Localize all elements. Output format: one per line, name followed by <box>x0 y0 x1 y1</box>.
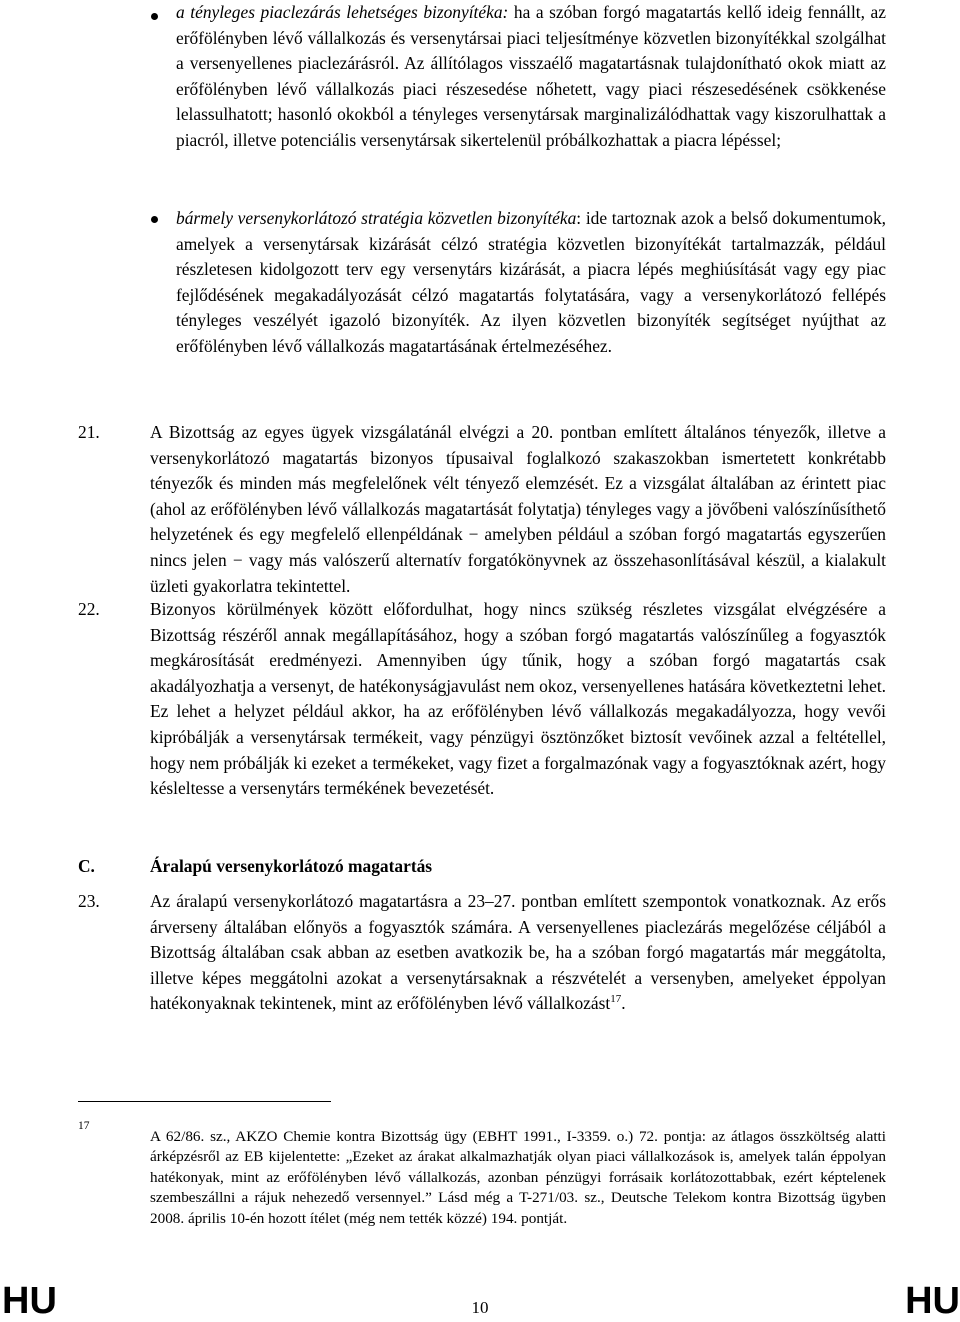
bullet-item-strategia <box>176 206 886 360</box>
paragraph-number: 23. <box>78 891 100 911</box>
section-title: Áralapú versenykorlátozó magatartás <box>150 856 433 876</box>
bullet-dot <box>151 216 158 223</box>
footer-language-left: HU <box>2 1280 57 1322</box>
footnote-number: 17 <box>78 1120 90 1132</box>
footer-language-right: HU <box>905 1280 960 1322</box>
footnote-reference[interactable]: 17 <box>610 993 622 1006</box>
bullet-lead: a tényleges piaclezárás lehetséges bizonyítéka: <box>176 2 509 22</box>
paragraph-22: Bizonyos körülmények között előfordulhat, hogy nincs szükség részletes vizsgálat elvégzésére a Bizottság részéről annak megállapításához, hogy a szóban forgó magatartás valószínűleg a fogyasztók megkárosítását eredményezi. Amennyiben úgy tűnik, hogy a szóban forgó magatartás csak akadályozhatja a versenyt, de hatékonyságjavulást nem okoz, versenyellenes hatására következtetni lehet. Ez lehet a helyzet például akkor, ha az erőfölényben lévő vállalkozás megakadályozza, hogy vevői kipróbálják a versenytársak termékeit, vagy pénzügyi ösztönzőket biztosít vevőinek azzal a feltétellel, hogy nem próbálják ki ezeket a termékeket, vagy fizet a forgalmazónak vagy a fogyasztóknak azért, hogy késleltesse a versenytárs termékének bevezetését. <box>150 599 886 799</box>
bullet-text: : ide tartoznak azok a belső dokumentumok, amelyek a versenytársak kizárását célzó stratégia közvetlen bizonyítékát tartalmazzák, például részletesen kidolgozott terv egy versenytárs kizárását, a piacra lépés meghiúsítását vagy egy piac fejlődésének megakadályozását célzó magatartás folytatására, vagy a versenykorlátozó fellépés tényleges veszélyét igazoló bizonyíték. Az ilyen közvetlen bizonyíték segítséget nyújthat az erőfölényben lévő vállalkozás magatartásának értelmezéséhez. <box>176 208 886 356</box>
paragraph-number: 21. <box>78 422 100 442</box>
footnote-text: A 62/86. sz., AKZO Chemie kontra Bizottság ügy (EBHT 1991., I-3359. o.) 72. pontja: az átlagos összköltség alatti árképzésről az EB kijelentette: „Ezeket az árakat alkalmazhatják olyan piaci vállalkozások is, amelyek talán éppolyan hatékonyak, mint az erőfölényben lévő vállalkozás, azonban pénzügyi forrásaik korlátozottabbak, ezért képtelenek szembeszállni a rájuk nehezedő versennyel.” Lásd még a T-271/03. sz., Deutsche Telekom kontra Bizottság ügyben 2008. április 10-én hozott ítélet (még nem tették közzé) 194. pontját. <box>150 1128 886 1227</box>
paragraph-number: 22. <box>78 599 100 619</box>
bullet-text: ha a szóban forgó magatartás kellő ideig fennállt, az erőfölényben lévő vállalkozás és versenytársai piaci teljesítménye közvetlen bizonyítékkal szolgálhat a versenyellenes piaclezárásról. Az állítólagos visszaélő magatartásnak tulajdonítható okok miatt az erőfölényben lévő vállalkozás piaci részesedése nőhetett, vagy piaci részesedésének csökkenése lelassulhatott; hasonló okokból a tényleges versenytársak marginalizálódhattak vagy kiszorulhattak a piacról, illetve potenciális versenytársak sikertelenül próbálkozhattak a piacra lépéssel; <box>176 2 886 150</box>
bullet-lead: bármely versenykorlátozó stratégia közvetlen bizonyítéka <box>176 208 577 228</box>
paragraph-23 <box>150 889 886 1017</box>
paragraph-21: A Bizottság az egyes ügyek vizsgálatánál elvégzi a 20. pontban említett általános tényezők, illetve a versenykorlátozó magatartás bizonyos típusaival foglalkozó szakaszokban ismertetett konkrétabb tényezők és minden más megfelelőnek vélt tényező elemzését. Ez a vizsgálat általában az érintett piac (ahol az erőfölényben lévő vállalkozás magatartását folytatja) tényleges vagy a jövőbeni valószínűsíthető helyzetének és egy megfelelő ellenpéldának − amelyben például a szóban forgó magatartás egyszerűen nincs jelen − vagy más valószerű alternatív forgatókönyvnek az összehasonlításával készül, a kialakult üzleti gyakorlatra tekintettel. <box>150 422 886 596</box>
page-number: 10 <box>471 1298 489 1317</box>
bullet-dot <box>151 13 158 20</box>
footnote-separator <box>78 1101 331 1102</box>
paragraph-23-text: Az áralapú versenykorlátozó magatartásra a 23–27. pontban említett szempontok vonatkoznak. Az erős árverseny általában előnyös a fogyasztók számára. A versenyellenes piaclezárás megelőzése céljából a Bizottság általában csak abban az esetben avatkozik be, ha a szóban forgó magatartás már meggátolta, illetve képes meggátolni azokat a versenytársaknak a részvételét a versenyben, amelyeket éppolyan hatékonyaknak tekintenek, mint az erőfölényben lévő vállalkozást <box>150 891 886 1014</box>
paragraph-23-end: . <box>621 993 626 1014</box>
section-letter: C. <box>78 856 95 876</box>
bullet-item-piaclezaras <box>176 0 886 154</box>
